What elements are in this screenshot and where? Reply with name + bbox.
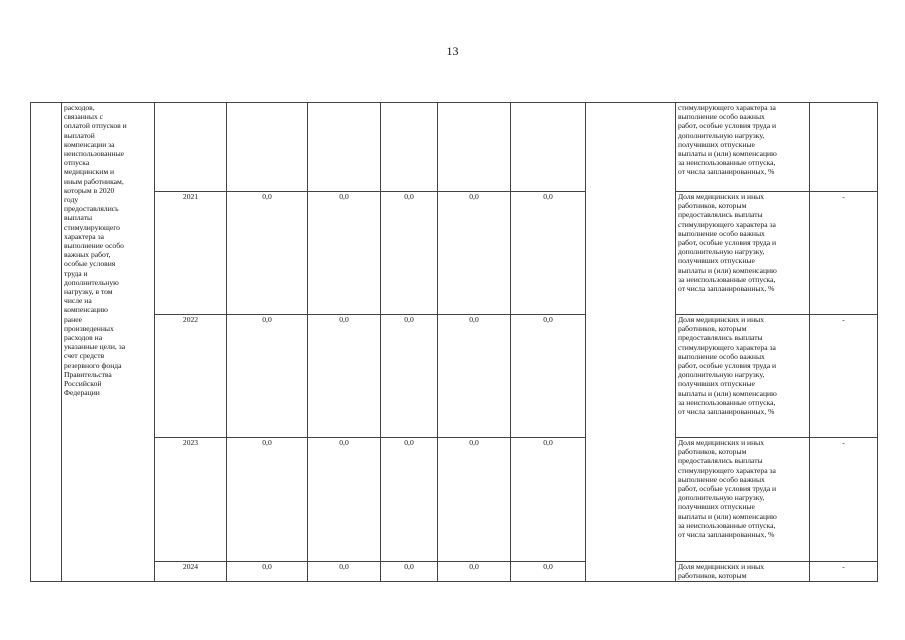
value-cell: 0,0: [308, 315, 381, 438]
value-cell: 0,0: [511, 315, 586, 438]
table-cell: [438, 103, 511, 192]
value-cell: 0,0: [438, 562, 511, 582]
value-cell: 0,0: [438, 315, 511, 438]
value-cell: 0,0: [381, 192, 438, 315]
value-cell: 0,0: [381, 315, 438, 438]
year-cell: 2023: [155, 438, 227, 562]
page-number: 13: [446, 44, 459, 58]
indicator-cell: Доля медицинских и иных работников, которым предоставлялись выплаты стимулирующего характера за выполнение особо важных работ, особые условия труда и дополнительную нагрузку, получивших отпускные выплаты и (или) компенсацию за неиспользованные отпуска, от числа запланированных, %: [676, 192, 810, 315]
value-cell: 0,0: [438, 192, 511, 315]
target-cell: -: [810, 562, 878, 582]
table-cell: [155, 103, 227, 192]
value-cell: 0,0: [308, 438, 381, 562]
year-cell: 2024: [155, 562, 227, 582]
target-cell: -: [810, 192, 878, 315]
value-cell: 0,0: [227, 438, 308, 562]
value-cell: 0,0: [511, 192, 586, 315]
year-cell: 2021: [155, 192, 227, 315]
value-cell: 0,0: [227, 192, 308, 315]
indicator-cell: Доля медицинских и иных работников, которым: [676, 562, 810, 582]
value-cell: 0,0: [381, 562, 438, 582]
table-row: [31, 438, 878, 562]
table-row: [31, 315, 878, 438]
value-cell: 0,0: [381, 438, 438, 562]
table-row: [31, 103, 878, 192]
table-row: [31, 192, 878, 315]
indicator-cell: стимулирующего характера за выполнение особо важных работ, особые условия труда и дополнительную нагрузку, получивших отпускные выплаты и (или) компенсацию за неиспользованные отпуска, от числа запланированных, %: [676, 103, 810, 192]
value-cell: 0,0: [308, 562, 381, 582]
year-cell: 2022: [155, 315, 227, 438]
target-cell: [810, 103, 878, 192]
table-cell: [511, 103, 586, 192]
indicator-cell: Доля медицинских и иных работников, которым предоставлялись выплаты стимулирующего характера за выполнение особо важных работ, особые условия труда и дополнительную нагрузку, получивших отпускные выплаты и (или) компенсацию за неиспользованные отпуска, от числа запланированных, %: [676, 438, 810, 562]
value-cell: 0,0: [227, 562, 308, 582]
target-cell: -: [810, 315, 878, 438]
number-cell: [31, 103, 62, 582]
target-cell: -: [810, 438, 878, 562]
table-row: [31, 562, 878, 582]
table-cell: [381, 103, 438, 192]
indicator-cell: Доля медицинских и иных работников, которым предоставлялись выплаты стимулирующего характера за выполнение особо важных работ, особые условия труда и дополнительную нагрузку, получивших отпускные выплаты и (или) компенсацию за неиспользованные отпуска, от числа запланированных, %: [676, 315, 810, 438]
value-cell: 0,0: [511, 438, 586, 562]
responsible-cell: [586, 103, 676, 582]
table-cell: [308, 103, 381, 192]
measures-table: [30, 102, 878, 582]
value-cell: 0,0: [511, 562, 586, 582]
activity-description: расходов, связанных с оплатой отпусков и выплатой компенсации за неиспользованные отпуска медицинским и иным работникам, которым в 2020 году предоставлялись выплаты стимулирующего характера за выполнение особо важных работ, особые условия труда и дополнительную нагрузку, в том числе на компенсацию ранее произведенных расходов на указанные цели, за счет средств резервного фонда Правительства Российской Федерации: [62, 103, 155, 582]
value-cell: 0,0: [438, 438, 511, 562]
table-cell: [227, 103, 308, 192]
value-cell: 0,0: [227, 315, 308, 438]
value-cell: 0,0: [308, 192, 381, 315]
